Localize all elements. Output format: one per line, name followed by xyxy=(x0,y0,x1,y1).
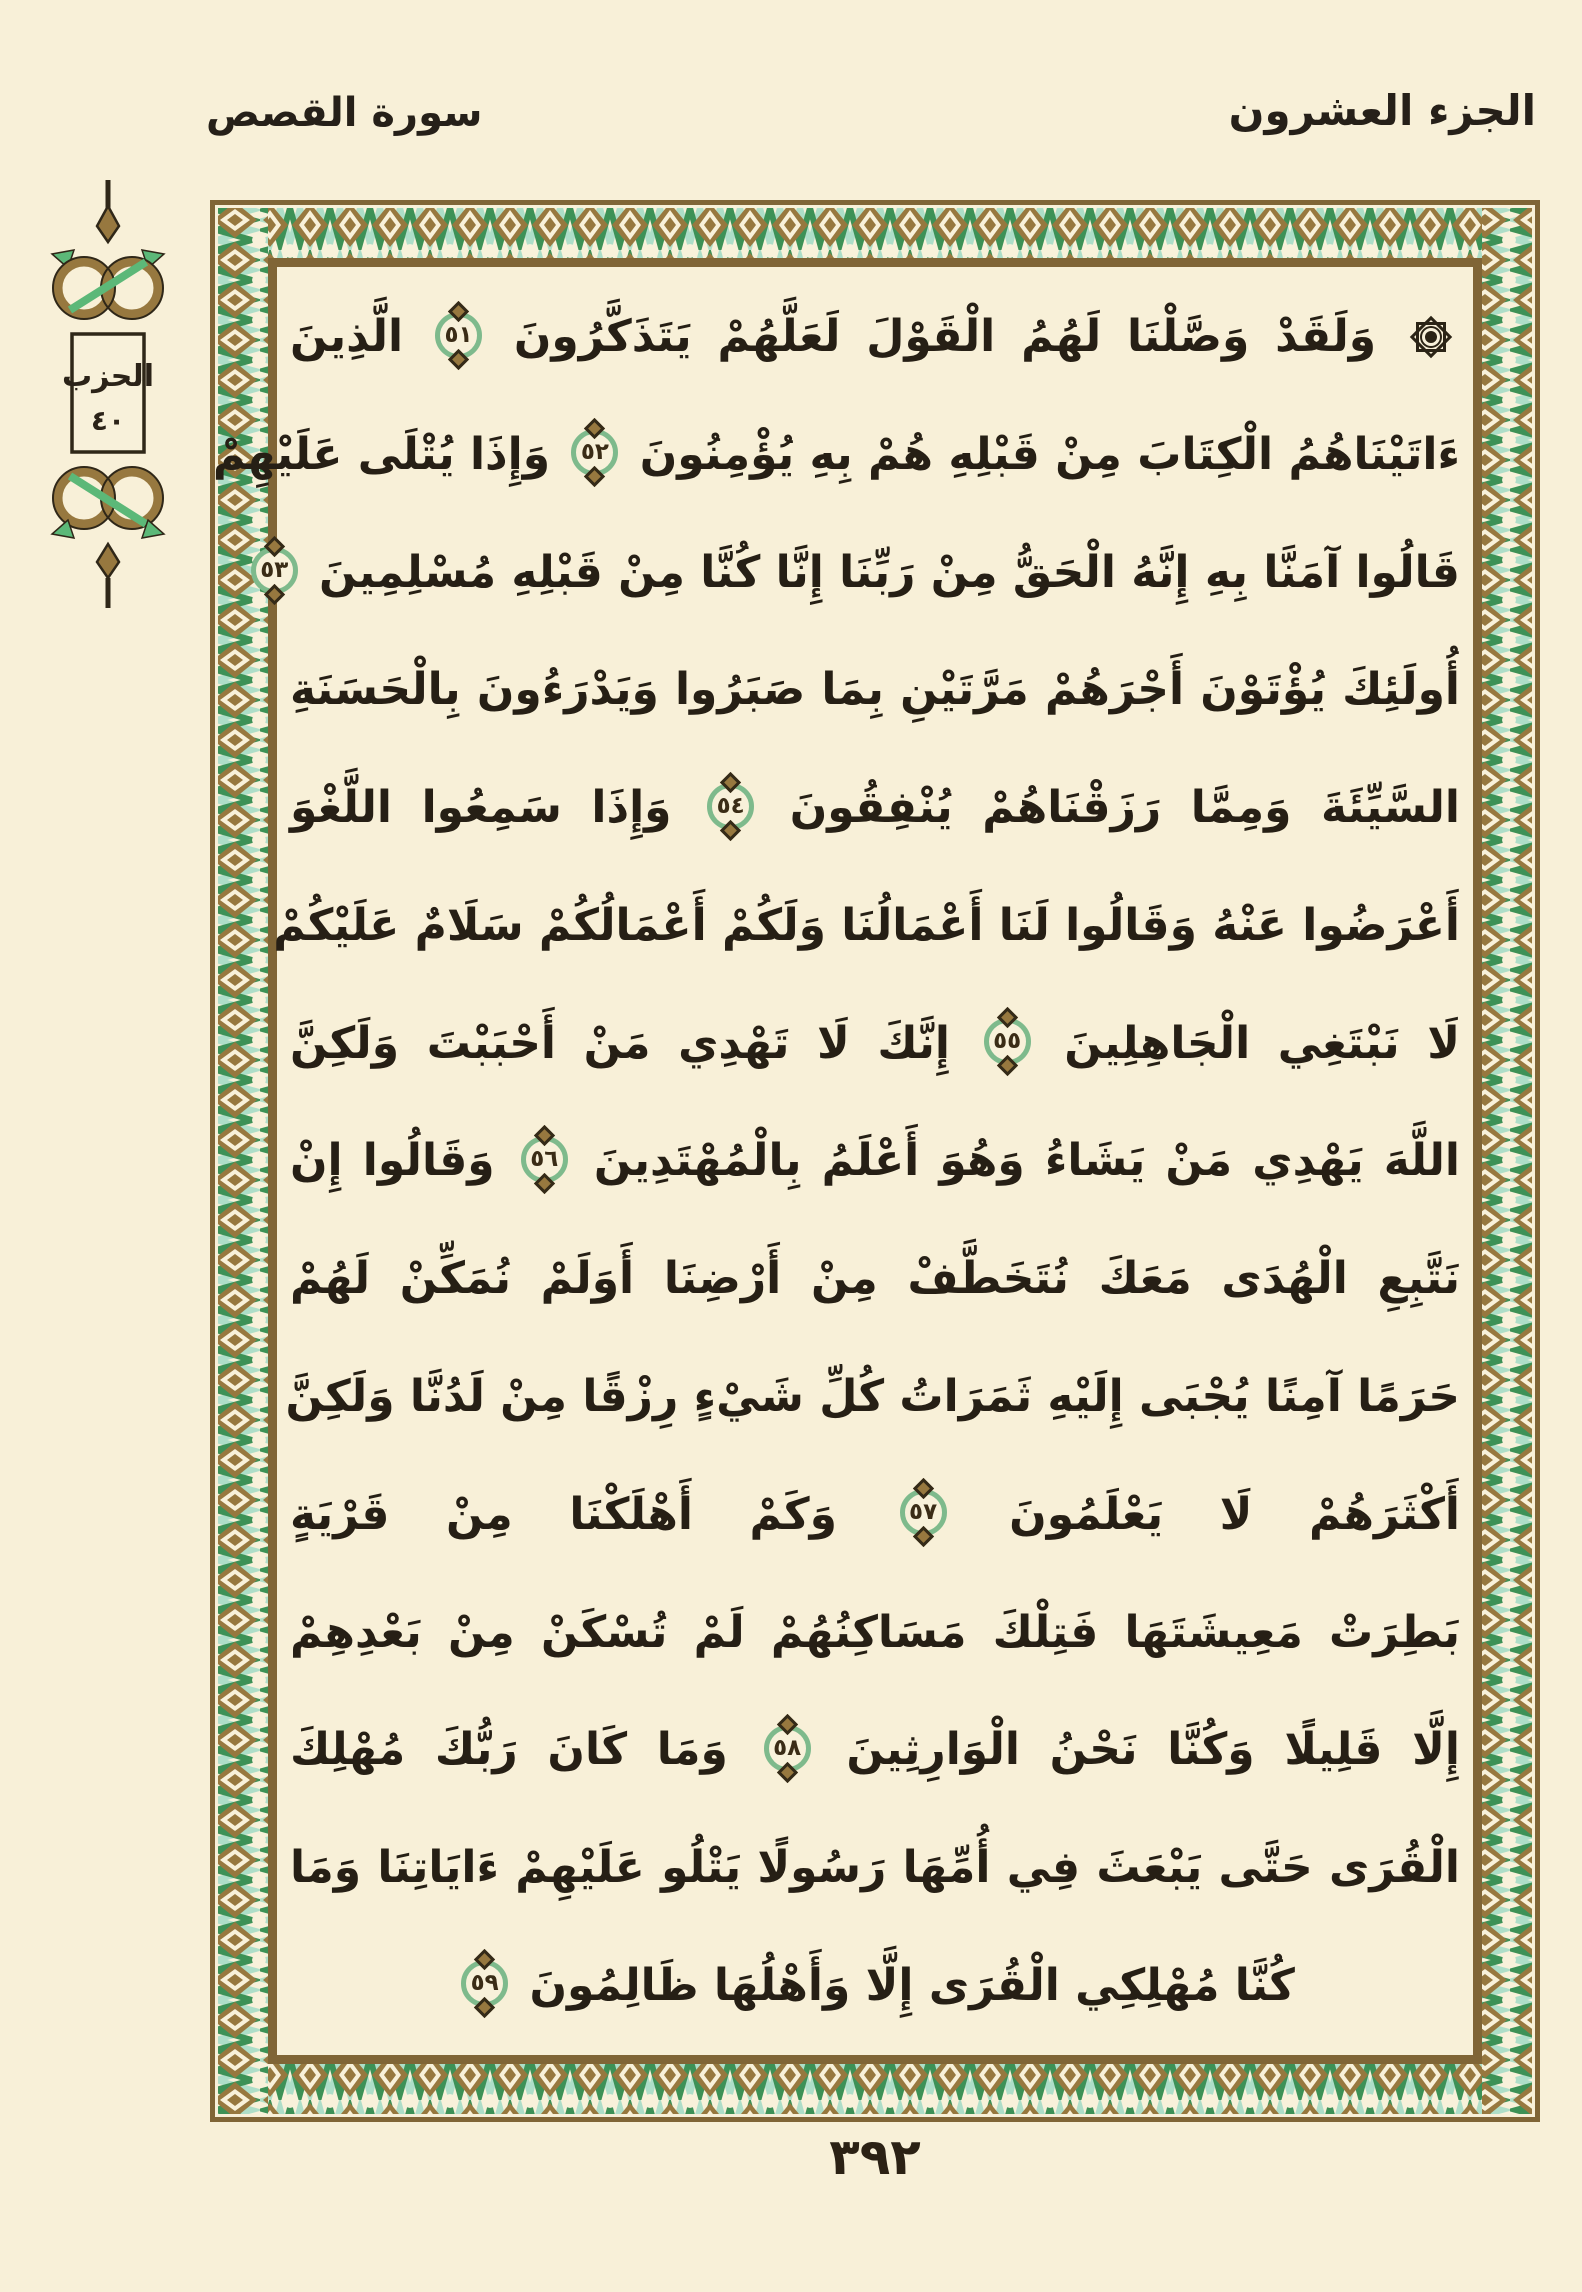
ayah-end-medallion xyxy=(521,1128,568,1191)
verse-text: إِنَّكَ لَا تَهْدِي مَنْ أَحْبَبْتَ وَلَكِنَّ xyxy=(290,1017,951,1069)
ayah-number: ٥٦ xyxy=(521,1136,568,1183)
hizb-marker xyxy=(34,176,182,612)
quran-line xyxy=(273,867,1460,984)
quran-lines xyxy=(212,278,1461,2044)
verse-text: وَلَقَدْ وَصَّلْنَا لَهُمُ الْقَوْلَ لَعَلَّهُمْ يَتَذَكَّرُونَ xyxy=(513,311,1377,362)
ayah-number: ٥٩ xyxy=(461,1960,508,2007)
verse-text: إِلَّا قَلِيلًا وَكُنَّا نَحْنُ الْوَارِثِينَ xyxy=(846,1724,1460,1776)
verse-text: قَالُوا آمَنَّا بِهِ إِنَّهُ الْحَقُّ مِنْ رَبِّنَا إِنَّا كُنَّا مِنْ قَبْلِهِ مُسْلِمِينَ xyxy=(319,546,1460,598)
quran-line xyxy=(290,278,1460,395)
ayah-number: ٥٧ xyxy=(900,1489,947,1536)
verse-text: حَرَمًا آمِنًا يُجْبَى إِلَيْهِ ثَمَرَاتُ كُلِّ شَيْءٍ رِزْقًا مِنْ لَدُنَّا وَلَكِنَّ xyxy=(285,1371,1460,1423)
rub-el-hizb-icon xyxy=(1410,316,1452,358)
ayah-number: ٥٣ xyxy=(251,547,298,594)
ayah-number: ٥٤ xyxy=(707,783,754,830)
quran-line xyxy=(290,631,1460,748)
quran-line xyxy=(212,396,1460,513)
quran-line xyxy=(285,1338,1460,1455)
ayah-end-medallion xyxy=(461,1952,508,2015)
quran-text-area xyxy=(212,278,1461,2044)
verse-text: بَطِرَتْ مَعِيشَتَهَا فَتِلْكَ مَسَاكِنُهُمْ لَمْ تُسْكَنْ مِنْ بَعْدِهِمْ xyxy=(290,1606,1460,1658)
ayah-end-medallion xyxy=(251,539,298,602)
verse-text: وَإِذَا يُتْلَى عَلَيْهِمْ xyxy=(212,428,551,480)
verse-text: وَكَمْ أَهْلَكْنَا مِنْ قَرْيَةٍ xyxy=(290,1488,837,1540)
juz-header: الجزء العشرون xyxy=(1228,86,1536,135)
verse-text: الْقُرَى حَتَّى يَبْعَثَ فِي أُمِّهَا رَسُولًا يَتْلُو عَلَيْهِمْ ءَايَاتِنَا وَمَا xyxy=(290,1842,1460,1894)
verse-text: كُنَّا مُهْلِكِي الْقُرَى إِلَّا وَأَهْلُهَا ظَالِمُونَ xyxy=(529,1959,1295,2011)
hizb-number: ٤٠ xyxy=(90,404,126,437)
quran-line xyxy=(290,1574,1460,1691)
ayah-end-medallion xyxy=(900,1481,947,1544)
ayah-number: ٥٥ xyxy=(984,1018,1031,1065)
verse-text: نَتَّبِعِ الْهُدَى مَعَكَ نُتَخَطَّفْ مِنْ أَرْضِنَا أَوَلَمْ نُمَكِّنْ لَهُمْ xyxy=(290,1253,1460,1305)
verse-text: السَّيِّئَةَ وَمِمَّا رَزَقْنَاهُمْ يُنْفِقُونَ xyxy=(789,782,1460,834)
quran-line xyxy=(290,1456,1460,1573)
quran-line xyxy=(290,1927,1460,2044)
verse-text: ءَاتَيْنَاهُمُ الْكِتَابَ مِنْ قَبْلِهِ هُمْ بِهِ يُؤْمِنُونَ xyxy=(639,428,1460,480)
ayah-number: ٥٢ xyxy=(571,429,618,476)
hizb-label: الحزب xyxy=(62,359,154,394)
quran-line xyxy=(290,749,1460,866)
quran-line xyxy=(290,1691,1460,1808)
ayah-end-medallion xyxy=(571,421,618,484)
text-frame xyxy=(210,200,1540,2122)
ayah-number: ٥٨ xyxy=(764,1725,811,1772)
quran-line xyxy=(290,985,1460,1102)
ayah-number: ٥١ xyxy=(435,312,482,359)
verse-text: أَعْرَضُوا عَنْهُ وَقَالُوا لَنَا أَعْمَالُنَا وَلَكُمْ أَعْمَالُكُمْ سَلَامٌ عَلَيْكُمْ xyxy=(273,899,1460,951)
verse-text: وَإِذَا سَمِعُوا اللَّغْوَ xyxy=(290,782,672,834)
quran-line xyxy=(260,514,1460,631)
ayah-end-medallion xyxy=(435,304,482,367)
ayah-end-medallion xyxy=(764,1717,811,1780)
quran-line xyxy=(290,1220,1460,1337)
quran-line xyxy=(290,1102,1460,1219)
verse-text: وَقَالُوا إِنْ xyxy=(290,1135,495,1187)
hizb-ornament-graphic xyxy=(34,176,182,612)
page-number: ٣٩٢ xyxy=(829,2128,921,2186)
surah-header: سورة القصص xyxy=(206,90,483,136)
ayah-end-medallion xyxy=(707,775,754,838)
quran-line xyxy=(290,1809,1460,1926)
ayah-end-medallion xyxy=(984,1010,1031,1073)
verse-text: وَمَا كَانَ رَبُّكَ مُهْلِكَ xyxy=(290,1724,728,1776)
verse-text: أَكْثَرَهُمْ لَا يَعْلَمُونَ xyxy=(1009,1488,1461,1540)
verse-text: لَا نَبْتَغِي الْجَاهِلِينَ xyxy=(1064,1017,1460,1069)
verse-text: الَّذِينَ xyxy=(290,311,404,362)
verse-text: أُولَئِكَ يُؤْتَوْنَ أَجْرَهُمْ مَرَّتَيْنِ بِمَا صَبَرُوا وَيَدْرَءُونَ بِالْحَسَنَةِ xyxy=(290,664,1460,716)
verse-text: اللَّهَ يَهْدِي مَنْ يَشَاءُ وَهُوَ أَعْلَمُ بِالْمُهْتَدِينَ xyxy=(593,1135,1460,1187)
